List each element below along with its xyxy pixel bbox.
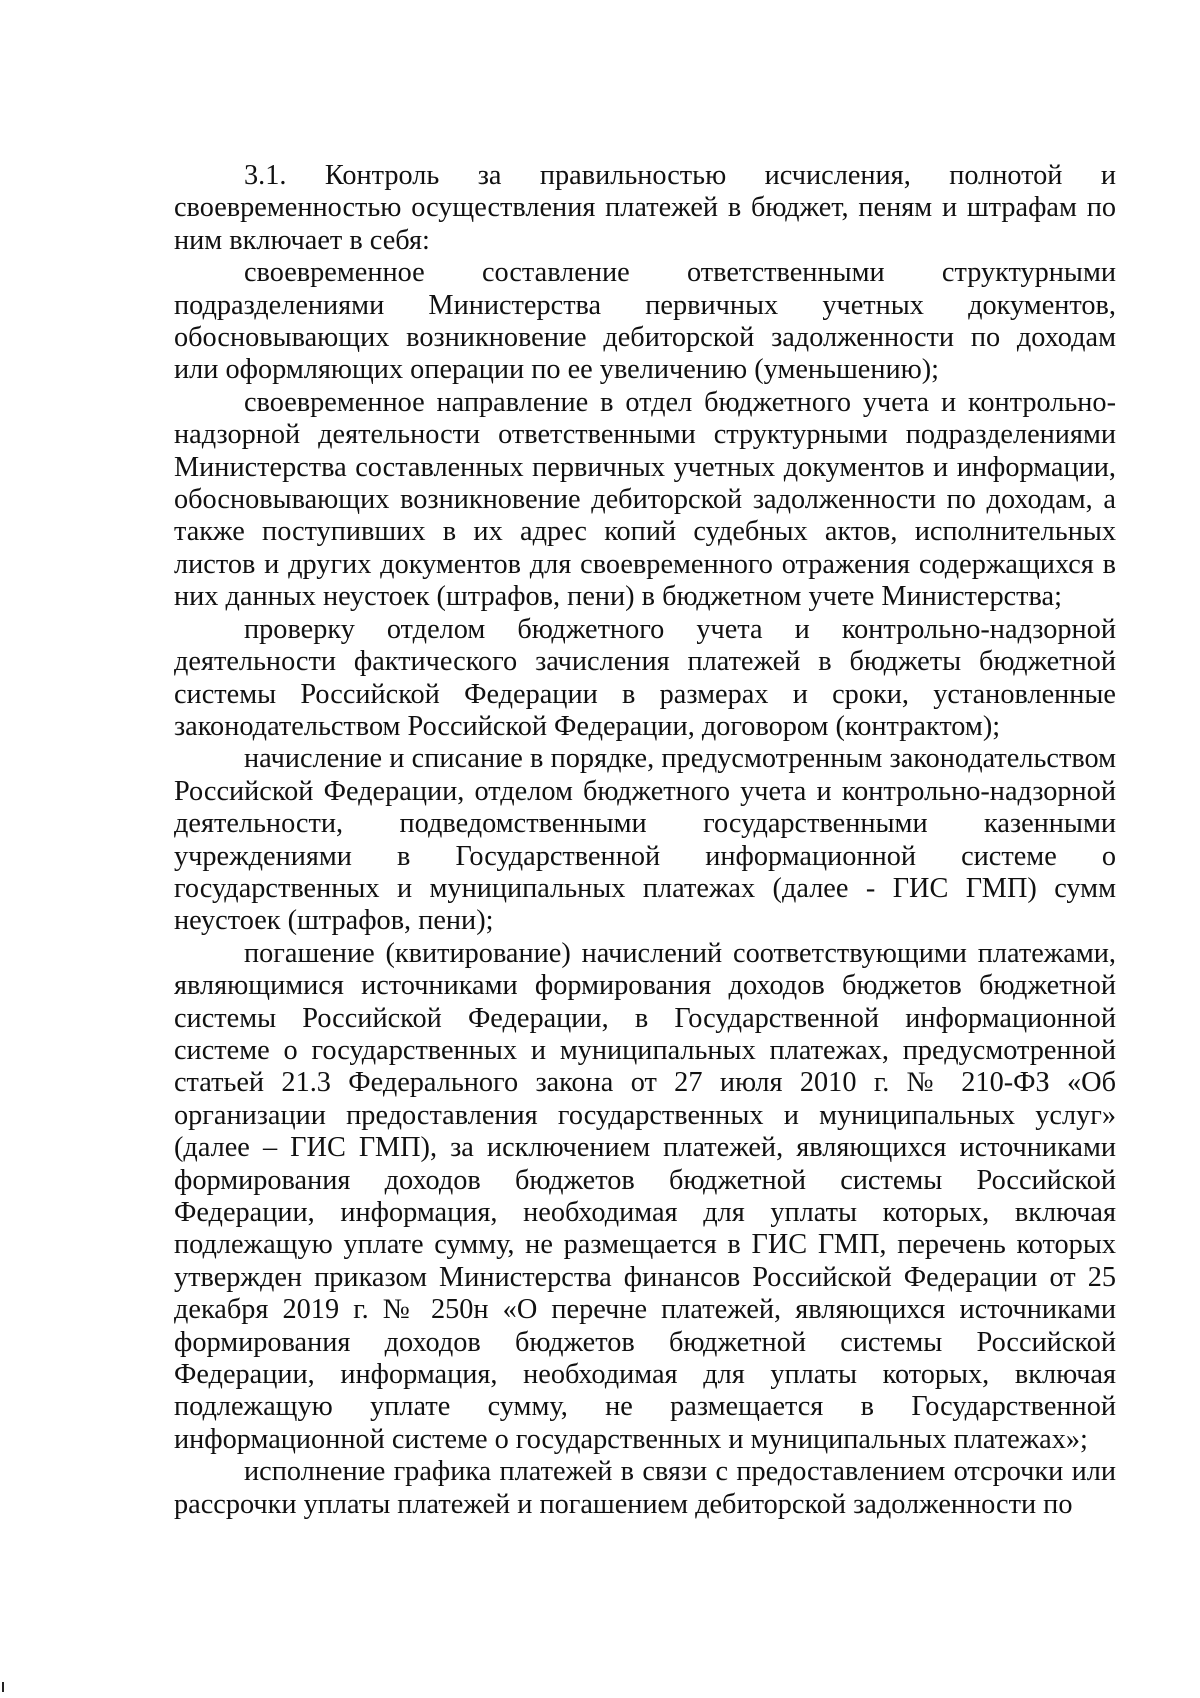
- paragraph-item-document-submission: своевременное направление в отдел бюджетного учета и контрольно-надзорной деятельности ответственными структурными подразделениями Министерства составленных первичных учетных документов и информации, обосновывающих возникновение дебиторской задолженности по доходам, а также поступивших в их адрес копий судебных актов, исполнительных листов и других документов для своевременного отражения содержащихся в них данных неустоек (штрафов, пени) в бюджетном учете Министерства;: [174, 386, 1116, 613]
- paragraph-item-payment-verification: проверку отделом бюджетного учета и контрольно-надзорной деятельности фактического зачисления платежей в бюджеты бюджетной системы Российской Федерации в размерах и сроки, установленные законодательством Российской Федерации, договором (контрактом);: [174, 613, 1116, 742]
- paragraph-3-1: 3.1. Контроль за правильностью исчисления, полнотой и своевременностью осуществления платежей в бюджет, пеням и штрафам по ним включает в себя:: [174, 160, 1116, 256]
- document-body: [174, 160, 1116, 1521]
- scan-edge-mark: [2, 1682, 4, 1692]
- paragraph-item-payment-reconciliation: погашение (квитирование) начислений соответствующими платежами, являющимися источниками формирования доходов бюджетов бюджетной системы Российской Федерации, в Государственной информационной системе о государственных и муниципальных платежах, предусмотренной статьей 21.3 Федерального закона от 27 июля 2010 г. № 210-ФЗ «Об организации предоставления государственных и муниципальных услуг» (далее – ГИС ГМП), за исключением платежей, являющихся источниками формирования доходов бюджетов бюджетной системы Российской Федерации, информация, необходимая для уплаты которых, включая подлежащую уплате сумму, не размещается в ГИС ГМП, перечень которых утвержден приказом Министерства финансов Российской Федерации от 25 декабря 2019 г. № 250н «О перечне платежей, являющихся источниками формирования доходов бюджетов бюджетной системы Российской Федерации, информация, необходимая для уплаты которых, включая подлежащую уплате сумму, не размещается в Государственной информационной системе о государственных и муниципальных платежах»;: [174, 937, 1116, 1455]
- paragraph-item-accrual-write-off: начисление и списание в порядке, предусмотренным законодательством Российской Федерации, отделом бюджетного учета и контрольно-надзорной деятельности, подведомственными государственными казенными учреждениями в Государственной информационной системе о государственных и муниципальных платежах (далее - ГИС ГМП) сумм неустоек (штрафов, пени);: [174, 743, 1116, 937]
- paragraph-item-primary-documents: своевременное составление ответственными структурными подразделениями Министерства первичных учетных документов, обосновывающих возникновение дебиторской задолженности по доходам или оформляющих операции по ее увеличению (уменьшению);: [174, 257, 1116, 386]
- paragraph-item-payment-schedule: исполнение графика платежей в связи с предоставлением отсрочки или рассрочки уплаты платежей и погашением дебиторской задолженности по: [174, 1456, 1116, 1520]
